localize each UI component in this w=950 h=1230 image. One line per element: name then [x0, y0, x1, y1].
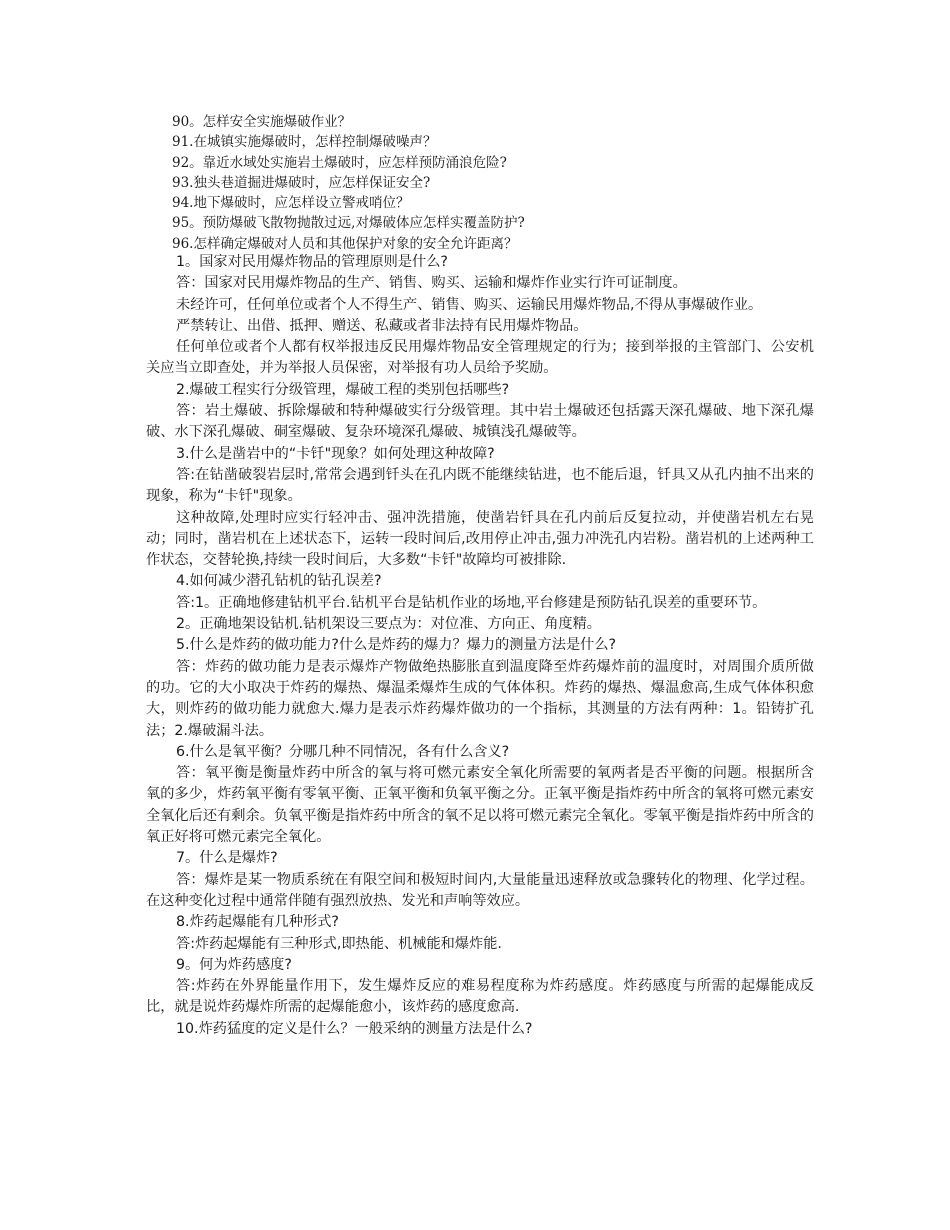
- answer-paragraph: 严禁转让、出借、抵押、赠送、私藏或者非法持有民用爆炸物品。: [176, 317, 588, 334]
- question-heading: 7。什么是爆炸?: [176, 850, 278, 867]
- question-index-item: 91.在城镇实施爆破时，怎样控制爆破噪声？: [172, 134, 437, 151]
- question-index-item: 94.地下爆破时，应怎样设立警戒哨位？: [172, 195, 410, 212]
- answer-paragraph: 答：爆炸是某一物质系统在有限空间和极短时间内,大量能量迅速释放或急骤转化的物理、化学过程。在这种变化过程中通常伴随有强烈放热、发光和声响等效应。: [146, 871, 814, 909]
- question-heading: 2.爆破工程实行分级管理，爆破工程的类别包括哪些?: [176, 381, 510, 398]
- answer-paragraph: 这种故障,处理时应实行轻冲击、强冲洗措施，使凿岩钎具在孔内前后反复拉动，并使凿岩机左右晃动；同时，凿岩机在上述状态下，运转一段时间后,改用停止冲击,强力冲洗孔内岩粉。凿岩机的上述两种工作状态，交替轮换,持续一段时间后，大多数“卡钎"故障均可被排除.: [146, 509, 814, 569]
- answer-paragraph: 未经许可，任何单位或者个人不得生产、销售、购买、运输民用爆炸物品,不得从事爆破作业。: [176, 296, 763, 313]
- question-heading: 5.什么是炸药的做功能力?什么是炸药的爆力？爆力的测量方法是什么?: [176, 637, 617, 654]
- question-index-item: 95。预防爆破飞散物抛散过远,对爆破体应怎样实覆盖防护?: [172, 215, 525, 232]
- question-heading: 4.如何减少潜孔钻机的钻孔误差?: [176, 573, 382, 590]
- question-index-item: 90。怎样安全实施爆破作业？: [172, 114, 352, 130]
- question-heading: 3.什么是凿岩中的“卡钎"现象？如何处理这种故障?: [176, 445, 495, 462]
- question-index-item: 96.怎样确定爆破对人员和其他保护对象的安全允许距离？: [172, 235, 518, 252]
- answer-paragraph: 答:炸药在外界能量作用下，发生爆炸反应的难易程度称为炸药感度。炸药感度与所需的起爆能成反比，就是说炸药爆炸所需的起爆能愈小，该炸药的感度愈高.: [146, 978, 814, 1016]
- answer-paragraph: 答：岩土爆破、拆除爆破和特种爆破实行分级管理。其中岩土爆破还包括露天深孔爆破、地下深孔爆破、水下深孔爆破、硐室爆破、复杂环境深孔爆破、城镇浅孔爆破等。: [146, 403, 814, 441]
- answer-paragraph: 答：炸药的做功能力是表示爆炸产物做绝热膨胀直到温度降至炸药爆炸前的温度时，对周围介质所做的功。它的大小取决于炸药的爆热、爆温柔爆炸生成的气体体积。炸药的爆热、爆温愈高,生成气体体积愈大，则炸药的做功能力就愈大.爆力是表示炸药爆炸做功的一个指标，其测量的方法有两种：1。铅铸扩孔法；2.爆破漏斗法。: [146, 658, 814, 739]
- answer-paragraph: 答：氧平衡是衡量炸药中所含的氧与将可燃元素安全氧化所需要的氧两者是否平衡的问题。根据所含氧的多少，炸药氧平衡有零氧平衡、正氧平衡和负氧平衡之分。正氧平衡是指炸药中所含的氧将可燃元素安全氧化后还有剩余。负氧平衡是指炸药中所含的氧不足以将可燃元素完全氧化。零氧平衡是指炸药中所含的氧正好将可燃元素完全氧化。: [146, 765, 814, 846]
- question-index-list: [172, 112, 812, 254]
- question-index-item: 93.独头巷道掘进爆破时，应怎样保证安全?: [172, 174, 431, 191]
- question-heading: 9。何为炸药感度?: [176, 956, 292, 973]
- question-heading: 10.炸药猛度的定义是什么？一般采纳的测量方法是什么?: [176, 1020, 533, 1037]
- answer-paragraph: 任何单位或者个人都有权举报违反民用爆炸物品安全管理规定的行为；接到举报的主管部门、公安机关应当立即查处，并为举报人员保密，对举报有功人员给予奖励。: [146, 339, 814, 377]
- question-index-item: 92。靠近水域处实施岩土爆破时，应怎样预防涌浪危险?: [172, 154, 507, 171]
- answer-paragraph: 答:1。正确地修建钻机平台.钻机平台是钻机作业的场地,平台修建是预防钻孔误差的重要环节。: [176, 594, 767, 611]
- qa-body: [146, 252, 814, 1040]
- answer-paragraph: 答:炸药起爆能有三种形式,即热能、机械能和爆炸能.: [176, 935, 502, 952]
- answer-paragraph: 答：国家对民用爆炸物品的生产、销售、购买、运输和爆炸作业实行许可证制度。: [176, 275, 687, 292]
- question-heading: 8.炸药起爆能有几种形式?: [176, 914, 339, 931]
- question-heading: 6.什么是氧平衡？分哪几种不同情况，各有什么含义?: [176, 743, 510, 760]
- question-heading: 1。国家对民用爆炸物品的管理原则是什么?: [176, 254, 448, 270]
- answer-paragraph: 答:在钻凿破裂岩层时,常常会遇到钎头在孔内既不能继续钻进，也不能后退，钎具又从孔内抽不出来的现象，称为“卡钎"现象。: [146, 466, 814, 505]
- answer-paragraph: 2。正确地架设钻机.钻机架设三要点为：对位准、方向正、角度精。: [176, 616, 601, 633]
